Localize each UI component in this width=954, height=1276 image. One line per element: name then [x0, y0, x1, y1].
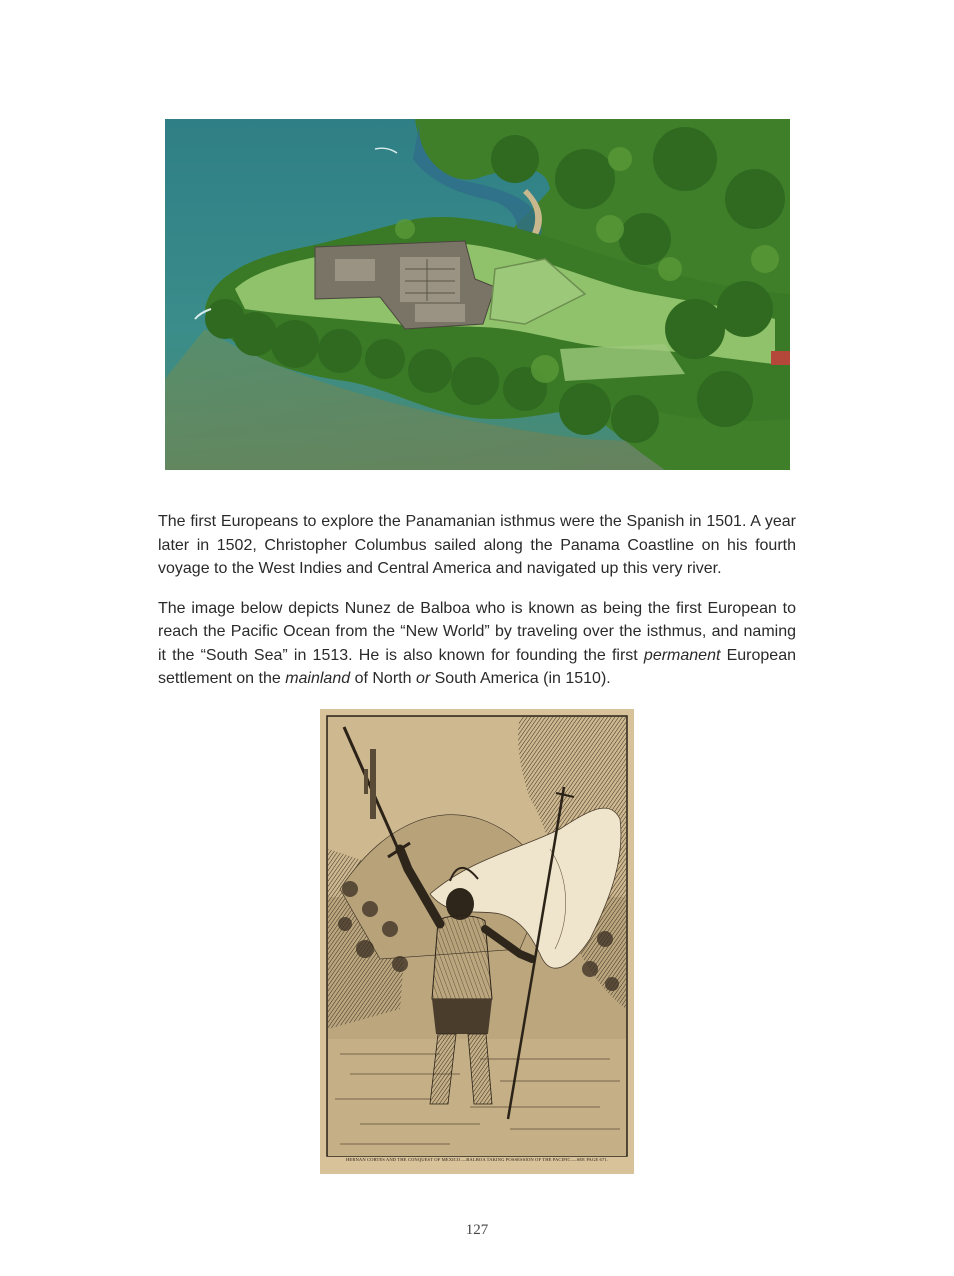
text-run: of North	[350, 670, 416, 687]
fortress-aerial-photo	[165, 119, 790, 470]
italic-run: permanent	[643, 646, 721, 664]
text-run: European settlement on the	[158, 646, 796, 687]
text-run: The first Europeans to explore the Panamanian isthmus were the Spanish in 1501. A year later in 1502, Christopher Columbus sailed along the Panama Coastline on his fourth voyage to the West Indies and Central America and navigated up this very river.	[158, 513, 796, 577]
text-run: The image below depicts Nunez de Balboa who is known as being the first European to reach the Pacific Ocean from the “New World” by traveling over the isthmus, and naming it the “South Sea” in 1513. He is also known for founding the first	[158, 599, 796, 664]
paragraph-2	[158, 597, 796, 691]
engraving-caption: HERNAN CORTES AND THE CONQUEST OF MEXICO.—BALBOA TAKING POSSESSION OF THE PACIFIC.—SEE PAGE 671.	[346, 1157, 608, 1162]
paragraph-1	[158, 510, 796, 581]
page-number: 127	[465, 1222, 489, 1238]
text-run: South America (in 1510).	[430, 670, 611, 687]
italic-run: or	[415, 670, 431, 687]
balboa-engraving	[320, 709, 634, 1174]
body-text	[158, 510, 796, 707]
italic-run: mainland	[285, 670, 351, 687]
